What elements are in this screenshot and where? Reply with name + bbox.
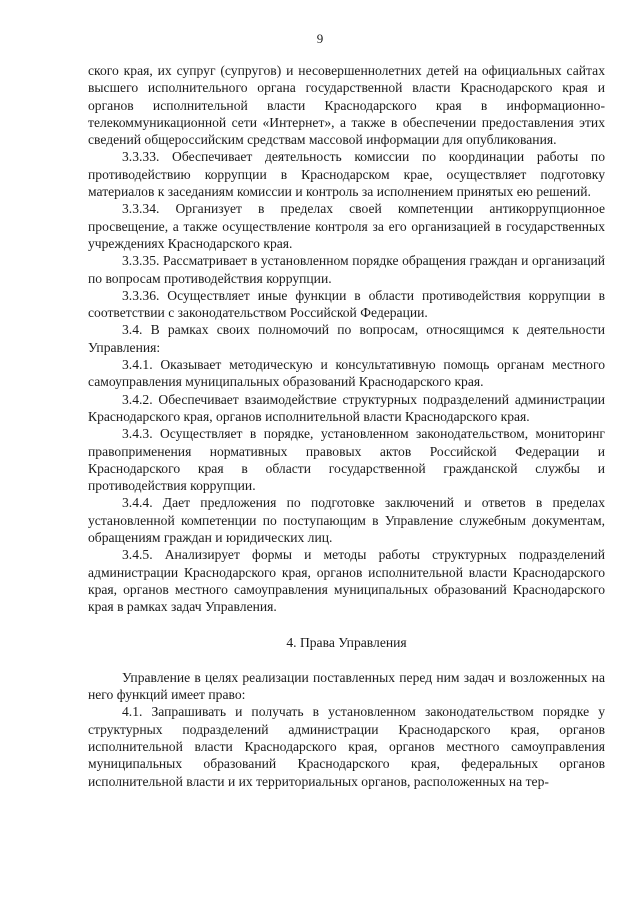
- paragraph: 3.3.34. Организует в пределах своей компетенции антикоррупционное просвещение, а также осуществление контроля за его организацией в государственных учреждениях Краснодарского края.: [88, 201, 605, 251]
- paragraph: Управление в целях реализации поставленных перед ним задач и возложенных на него функций имеет право:: [88, 669, 605, 703]
- paragraph: 3.3.35. Рассматривает в установленном порядке обращения граждан и организаций по вопросам противодействия коррупции.: [88, 253, 605, 286]
- document-body: [88, 62, 605, 790]
- paragraph: ского края, их супруг (супругов) и несовершеннолетних детей на официальных сайтах высшего исполнительного органа государственной власти Краснодарского края и органов исполнительной власти Краснодарского края в информационно-телекоммуникационной сети «Интернет», а также в обеспечении предоставления этих сведений общероссийским средствам массовой информации для опубликования.: [88, 63, 605, 148]
- paragraph: 3.4.4. Дает предложения по подготовке заключений и ответов в пределах установленной компетенции по поступающим в Управление служебным документам, обращениям граждан и юридических лиц.: [88, 495, 605, 546]
- paragraph: 3.3.36. Осуществляет иные функции в области противодействия коррупции в соответствии с законодательством Российской Федерации.: [88, 287, 605, 321]
- paragraph: 3.4.5. Анализирует формы и методы работы структурных подразделений администрации Краснодарского края, органов исполнительной власти Краснодарского края, органов местного самоуправления муниципальных образований Краснодарского края в рамках задач Управления.: [88, 547, 605, 615]
- paragraph: 3.4.3. Осуществляет в порядке, установленном законодательством, мониторинг правоприменения нормативных правовых актов Российской Федерации и Краснодарского края в области государственной гражданской службы и противодействия коррупции.: [88, 426, 605, 494]
- paragraph: 4.1. Запрашивать и получать в установленном законодательством порядке у структурных подразделений администрации Краснодарского края, органов исполнительной власти Краснодарского края, органов местного самоуправления муниципальных образований Краснодарского края, федеральных органов исполнительной власти и их территориальных органов, расположенных на тер-: [88, 704, 605, 789]
- section-heading: 4. Права Управления: [286, 634, 407, 650]
- paragraph: 3.3.33. Обеспечивает деятельность комиссии по координации работы по противодействию коррупции в Краснодарском крае, осуществляет подготовку материалов к заседаниям комиссии и контроль за исполнением принятых ею решений.: [88, 149, 605, 200]
- bottom-paragraphs: [88, 669, 605, 790]
- paragraph: 3.4.1. Оказывает методическую и консультативную помощь органам местного самоуправления муниципальных образований Краснодарского края.: [88, 357, 605, 390]
- paragraph: 3.4. В рамках своих полномочий по вопросам, относящимся к деятельности Управления:: [88, 322, 605, 355]
- paragraph: 3.4.2. Обеспечивает взаимодействие структурных подразделений администрации Краснодарского края, органов исполнительной власти Краснодарского края.: [88, 391, 605, 424]
- page-number: 9: [316, 31, 324, 46]
- top-paragraphs: [88, 62, 605, 616]
